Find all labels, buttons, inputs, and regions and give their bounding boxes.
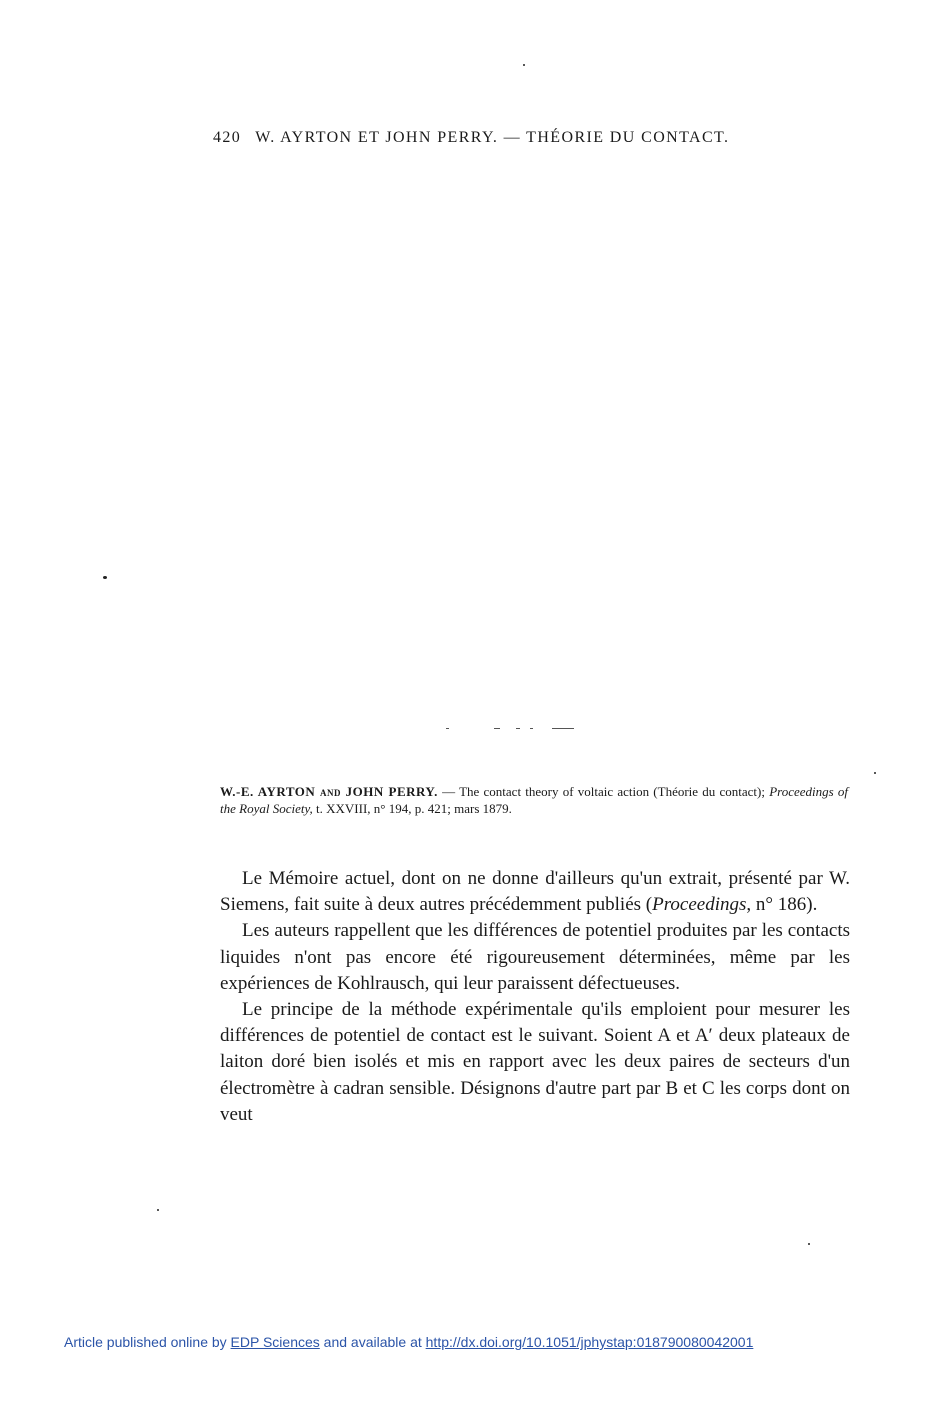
body-text — [220, 866, 850, 1128]
footer-prefix: Article published online by — [64, 1334, 231, 1350]
citation-block — [220, 783, 848, 817]
citation-journal: Proceedings of the Royal Society, — [220, 784, 849, 816]
paragraph-2: Les auteurs rappellent que les différences de potentiel produites par les contacts liquides n'ont pas encore été rigoureusement déterminées, même par les expériences de Kohlrausch, qui leur paraissent défectueuses. — [220, 920, 850, 994]
scan-speck — [157, 1209, 159, 1211]
scan-speck — [808, 1243, 810, 1245]
paragraph-1-journal: Proceedings — [652, 894, 747, 916]
page-number: 420 — [213, 129, 242, 146]
running-header — [213, 129, 853, 147]
scan-dashes — [440, 726, 580, 732]
citation-separator: — — [437, 784, 460, 799]
publication-footer — [64, 1334, 864, 1350]
footer-middle: and available at — [319, 1334, 426, 1350]
running-title: W. AYRTON ET JOHN PERRY. — THÉORIE DU CONTACT. — [255, 129, 730, 146]
scan-speck — [103, 576, 107, 579]
publisher-link[interactable]: EDP Sciences — [230, 1334, 320, 1350]
scan-speck — [874, 772, 876, 774]
paragraph-1-end: , n° 186). — [746, 894, 818, 916]
citation-authors: W.-E. AYRTON and JOHN PERRY. — [220, 784, 438, 799]
citation-title: The contact theory of voltaic action (Théorie du contact); — [459, 784, 765, 799]
scan-speck — [523, 64, 525, 66]
citation-details: t. XXVIII, n° 194, p. 421; mars 1879. — [312, 801, 512, 816]
paragraph-1-start: Le Mémoire actuel, dont on ne donne d'ailleurs qu'un extrait, présenté par W. Siemens, fait suite à deux autres précédemment publiés ( — [220, 868, 850, 916]
paragraph-3: Le principe de la méthode expérimentale qu'ils emploient pour mesurer les différences de potentiel de contact est le suivant. Soient A et A′ deux plateaux de laiton doré bien isolés et mis en rapport avec les deux paires de secteurs d'un électromètre à cadran sensible. Désignons d'autre part par B et C les corps dont on veut — [220, 999, 850, 1125]
paragraph-1 — [220, 866, 850, 918]
doi-link[interactable]: http://dx.doi.org/10.1051/jphystap:018790080042001 — [425, 1334, 754, 1350]
